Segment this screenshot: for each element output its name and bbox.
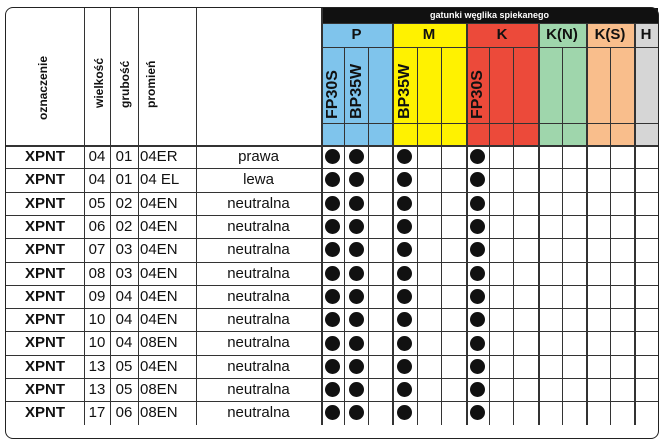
availability-dot: [397, 172, 412, 187]
grid-line: [392, 23, 394, 425]
size-cell: 04: [88, 148, 106, 165]
grid-line: [417, 47, 418, 425]
hand-cell: neutralna: [227, 404, 290, 422]
availability-dot: [325, 359, 340, 374]
availability-dot: [397, 405, 412, 420]
grid-line: [6, 145, 658, 147]
availability-dot: [470, 242, 485, 257]
grid-line: [6, 378, 658, 379]
radius-cell: 08EN: [140, 404, 178, 422]
availability-dot: [325, 149, 340, 164]
hand-cell: neutralna: [227, 217, 290, 235]
grades-title: gatunki węglika spiekanego: [429, 10, 550, 20]
radius-cell: 04EN: [140, 287, 178, 305]
column-header-size: wielkość: [92, 57, 106, 108]
availability-dot: [349, 219, 364, 234]
grid-line: [321, 23, 658, 24]
designation-cell: XPNT: [24, 217, 65, 235]
radius-cell: 08EN: [140, 381, 178, 398]
grid-line: [344, 47, 345, 425]
radius-cell: 04EN: [140, 194, 178, 212]
size-cell: 13: [88, 357, 106, 375]
thickness-cell: 04: [115, 311, 133, 329]
column-header-designation: oznaczenie: [36, 55, 50, 120]
grid-line: [489, 47, 490, 425]
grid-line: [441, 47, 442, 425]
availability-dot: [349, 405, 364, 420]
grade-name: BP35W: [347, 63, 365, 119]
availability-dot: [325, 289, 340, 304]
designation-cell: XPNT: [24, 241, 65, 259]
size-cell: 17: [88, 404, 106, 422]
availability-dot: [325, 405, 340, 420]
grade-group-label: K(S): [594, 26, 626, 43]
availability-dot: [470, 359, 485, 374]
radius-cell: 04ER: [140, 148, 178, 165]
thickness-cell: 01: [115, 148, 133, 165]
grid-line: [6, 355, 658, 356]
hand-cell: neutralna: [227, 381, 290, 398]
availability-dot: [470, 196, 485, 211]
availability-dot: [325, 172, 340, 187]
availability-dot: [397, 219, 412, 234]
size-cell: 04: [88, 171, 106, 189]
availability-dot: [470, 405, 485, 420]
size-cell: 10: [88, 311, 106, 329]
size-cell: 10: [88, 334, 106, 352]
size-cell: 07: [88, 241, 106, 259]
hand-cell: neutralna: [227, 287, 290, 305]
radius-cell: 04 EL: [140, 171, 180, 189]
size-cell: 09: [88, 287, 106, 305]
designation-cell: XPNT: [24, 194, 65, 212]
thickness-cell: 05: [115, 357, 133, 375]
designation-cell: XPNT: [24, 171, 65, 189]
designation-cell: XPNT: [24, 287, 65, 305]
availability-dot: [325, 336, 340, 351]
grid-line: [6, 308, 658, 309]
thickness-cell: 05: [115, 381, 133, 398]
availability-dot: [470, 219, 485, 234]
grid-line: [586, 23, 588, 425]
availability-dot: [470, 266, 485, 281]
thickness-cell: 01: [115, 171, 133, 189]
grid-line: [138, 8, 139, 425]
grade-group-label: K: [496, 26, 508, 43]
radius-cell: 04EN: [140, 264, 178, 282]
availability-dot: [397, 266, 412, 281]
grade-group-label: P: [351, 26, 362, 43]
availability-dot: [397, 312, 412, 327]
radius-cell: 04EN: [140, 311, 178, 329]
availability-dot: [349, 172, 364, 187]
availability-dot: [470, 336, 485, 351]
hand-cell: lewa: [243, 171, 274, 189]
hand-cell: neutralna: [227, 241, 290, 259]
grid-line: [466, 23, 468, 425]
grid-line: [513, 47, 514, 425]
thickness-cell: 02: [115, 217, 133, 235]
availability-dot: [397, 289, 412, 304]
availability-dot: [397, 336, 412, 351]
availability-dot: [349, 196, 364, 211]
hand-cell: neutralna: [227, 357, 290, 375]
radius-cell: 04EN: [140, 217, 178, 235]
grid-line: [6, 285, 658, 286]
size-cell: 13: [88, 381, 106, 398]
thickness-cell: 03: [115, 264, 133, 282]
size-cell: 08: [88, 264, 106, 282]
thickness-cell: 02: [115, 194, 133, 212]
designation-cell: XPNT: [24, 264, 65, 282]
grade-group-label: H: [640, 26, 652, 43]
grade-group-label: K(N): [546, 26, 578, 43]
grid-line: [6, 215, 658, 216]
availability-dot: [349, 242, 364, 257]
grid-line: [610, 47, 611, 425]
hand-cell: neutralna: [227, 194, 290, 212]
hand-cell: neutralna: [227, 311, 290, 329]
grade-name: FP30S: [469, 70, 486, 119]
availability-dot: [349, 336, 364, 351]
column-header-thickness: grubość: [118, 60, 132, 108]
grade-name: FP30S: [324, 70, 341, 119]
grid-line: [6, 331, 658, 332]
availability-dot: [349, 266, 364, 281]
availability-dot: [397, 359, 412, 374]
availability-dot: [470, 312, 485, 327]
size-cell: 06: [88, 217, 106, 235]
hand-cell: neutralna: [227, 264, 290, 282]
thickness-cell: 04: [115, 287, 133, 305]
grid-line: [6, 401, 658, 402]
thickness-cell: 06: [115, 404, 133, 422]
designation-cell: XPNT: [24, 334, 65, 352]
availability-dot: [325, 266, 340, 281]
availability-dot: [349, 149, 364, 164]
availability-dot: [325, 242, 340, 257]
grid-line: [321, 8, 323, 425]
grid-line: [6, 192, 658, 193]
grid-line: [6, 262, 658, 263]
thickness-cell: 04: [115, 334, 133, 352]
availability-dot: [349, 312, 364, 327]
radius-cell: 04EN: [140, 357, 178, 375]
availability-dot: [349, 289, 364, 304]
availability-dot: [470, 382, 485, 397]
availability-dot: [325, 196, 340, 211]
availability-dot: [325, 382, 340, 397]
grid-line: [6, 238, 658, 239]
designation-cell: XPNT: [24, 381, 65, 398]
availability-dot: [349, 382, 364, 397]
designation-cell: XPNT: [24, 148, 65, 165]
availability-dot: [397, 196, 412, 211]
radius-cell: 08EN: [140, 334, 178, 352]
availability-dot: [397, 149, 412, 164]
grid-line: [634, 23, 636, 425]
designation-cell: XPNT: [24, 404, 65, 422]
thickness-cell: 03: [115, 241, 133, 259]
availability-dot: [470, 289, 485, 304]
hand-cell: neutralna: [227, 334, 290, 352]
hand-cell: prawa: [238, 148, 279, 165]
column-header-radius: promień: [144, 60, 158, 108]
availability-dot: [397, 382, 412, 397]
grid-line: [368, 47, 369, 425]
grid-line: [538, 23, 540, 425]
radius-cell: 04EN: [140, 241, 178, 259]
availability-dot: [397, 242, 412, 257]
availability-dot: [325, 219, 340, 234]
grid-line: [562, 47, 563, 425]
grid-line: [6, 168, 658, 169]
availability-dot: [470, 149, 485, 164]
availability-dot: [325, 312, 340, 327]
size-cell: 05: [88, 194, 106, 212]
availability-dot: [349, 359, 364, 374]
availability-dot: [470, 172, 485, 187]
grade-group-label: M: [422, 26, 436, 43]
grade-name: BP35W: [396, 63, 413, 119]
designation-cell: XPNT: [24, 357, 65, 375]
designation-cell: XPNT: [24, 311, 65, 329]
